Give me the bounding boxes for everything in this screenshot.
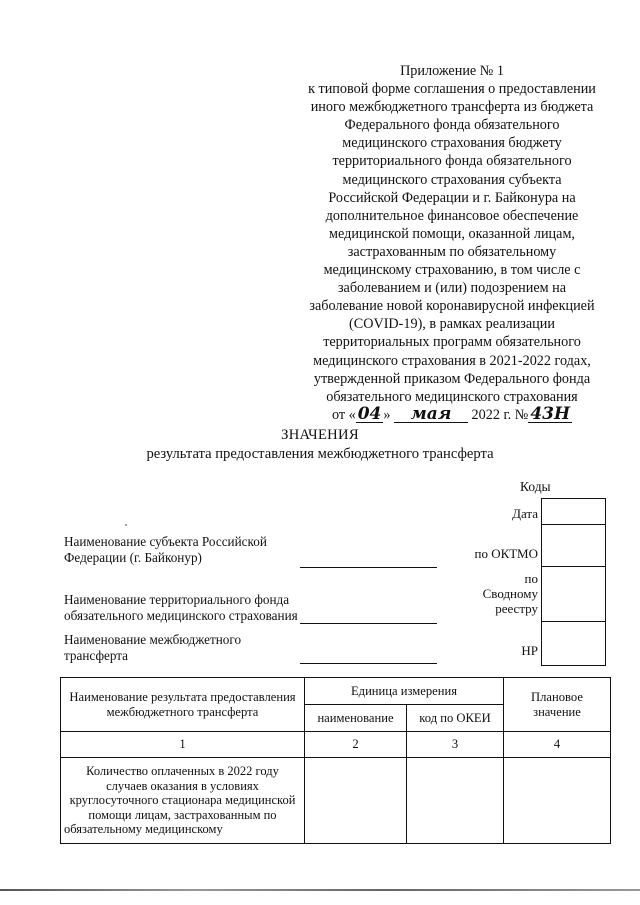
plan-value-cell (504, 758, 611, 844)
header-unit-name: наименование (305, 705, 407, 732)
column-number: 1 (61, 732, 305, 758)
appendix-line: медицинского страхования в 2021-2022 годах, (313, 352, 591, 369)
registry-code-label (483, 571, 538, 616)
appendix-line: Российской Федерации и г. Байконура на (328, 189, 576, 206)
appendix-line: медицинского страхования бюджету (342, 135, 562, 152)
fund-name-label (64, 592, 298, 623)
table-header-row (61, 678, 611, 705)
scan-edge (0, 889, 640, 891)
appendix-line: (COVID-19), в рамках реализации (349, 316, 555, 333)
appendix-block (282, 62, 622, 424)
oktmo-code-label: по ОКТМО (474, 546, 538, 561)
registry-label-line: Сводному (482, 586, 538, 601)
appendix-heading: Приложение № 1 (400, 63, 504, 79)
field-label-line: Наименование межбюджетного (64, 632, 242, 647)
handwritten-month: мая (394, 406, 468, 423)
order-date-line (282, 403, 622, 424)
codes-divider (542, 621, 605, 622)
date-year: 2022 г. № (471, 406, 529, 423)
appendix-line: к типовой форме соглашения о предоставлении (308, 81, 596, 98)
appendix-line: медицинского страхования субъекта (342, 171, 562, 188)
field-label-line: Наименование субъекта Российской (64, 534, 267, 549)
appendix-line: дополнительное финансовое обеспечение (325, 207, 579, 224)
unit-okei-cell (407, 758, 504, 844)
header-text: межбюджетного трансферта (106, 704, 259, 719)
transfer-name-line (300, 663, 437, 664)
document-subtitle: результата предоставления межбюджетного трансферта (146, 446, 494, 462)
codes-header: Коды (520, 479, 551, 494)
appendix-line: Федерального фонда обязательного (344, 117, 560, 134)
results-table (60, 677, 611, 844)
registry-label-line: по (524, 571, 538, 586)
column-number: 2 (305, 732, 407, 758)
header-result-name (61, 678, 305, 732)
table-row (61, 758, 611, 844)
appendix-line: застрахованным по обязательному (347, 243, 557, 260)
appendix-line: заболевание новой коронавирусной инфекцией (309, 298, 595, 315)
nr-code-label: НР (521, 643, 538, 658)
codes-box (541, 498, 606, 666)
registry-label-line: реестру (495, 601, 538, 616)
transfer-name-label (64, 632, 241, 663)
appendix-line: территориального фонда обязательного (332, 153, 572, 170)
appendix-line: территориальных программ обязательного (323, 334, 581, 351)
header-unit: Единица измерения (305, 678, 504, 705)
appendix-line: обязательного медицинского страхования (326, 388, 578, 405)
field-label-line: трансферта (64, 647, 129, 663)
header-unit-okei: код по ОКЕИ (407, 705, 504, 732)
handwritten-number: 43Н (530, 403, 571, 424)
appendix-line: утвержденной приказом Федерального фонда (313, 370, 591, 387)
column-number: 3 (407, 732, 504, 758)
table-number-row (61, 732, 611, 758)
codes-divider (542, 524, 605, 525)
appendix-line: заболеванием и (или) подозрением на (337, 280, 567, 297)
header-text: Плановое (531, 689, 583, 704)
codes-divider (542, 566, 605, 567)
header-text: значение (533, 704, 581, 719)
column-number: 4 (504, 732, 611, 758)
field-label-line: Наименование территориального фонда (64, 592, 290, 607)
appendix-line: медицинской помощи, оказанной лицам, (329, 225, 575, 242)
date-prefix: от « (331, 406, 356, 423)
fund-name-line (300, 623, 437, 624)
handwritten-day: 04 (357, 403, 382, 424)
header-plan-value (504, 678, 611, 732)
subject-name-line (300, 567, 437, 568)
date-code-label: Дата (512, 506, 538, 521)
unit-name-cell (305, 758, 407, 844)
appendix-line: медицинскому страхованию, в том числе с (323, 262, 581, 279)
header-text: Наименование результата предоставления (69, 689, 296, 704)
result-description: Количество оплаченных в 2022 году случаев оказания в условиях круглосуточного стационара медицинской помощи лицам, застрахованным по обязательному медицинскому (61, 758, 305, 844)
scan-speck (125, 524, 127, 526)
subject-name-label (64, 534, 267, 565)
date-mid: » (383, 406, 391, 423)
field-label-line: Федерации (г. Байконур) (64, 549, 202, 565)
field-label-line: обязательного медицинского страхования (64, 607, 298, 623)
appendix-line: иного межбюджетного трансферта из бюджета (310, 99, 594, 116)
document-title: ЗНАЧЕНИЯ (281, 427, 359, 443)
